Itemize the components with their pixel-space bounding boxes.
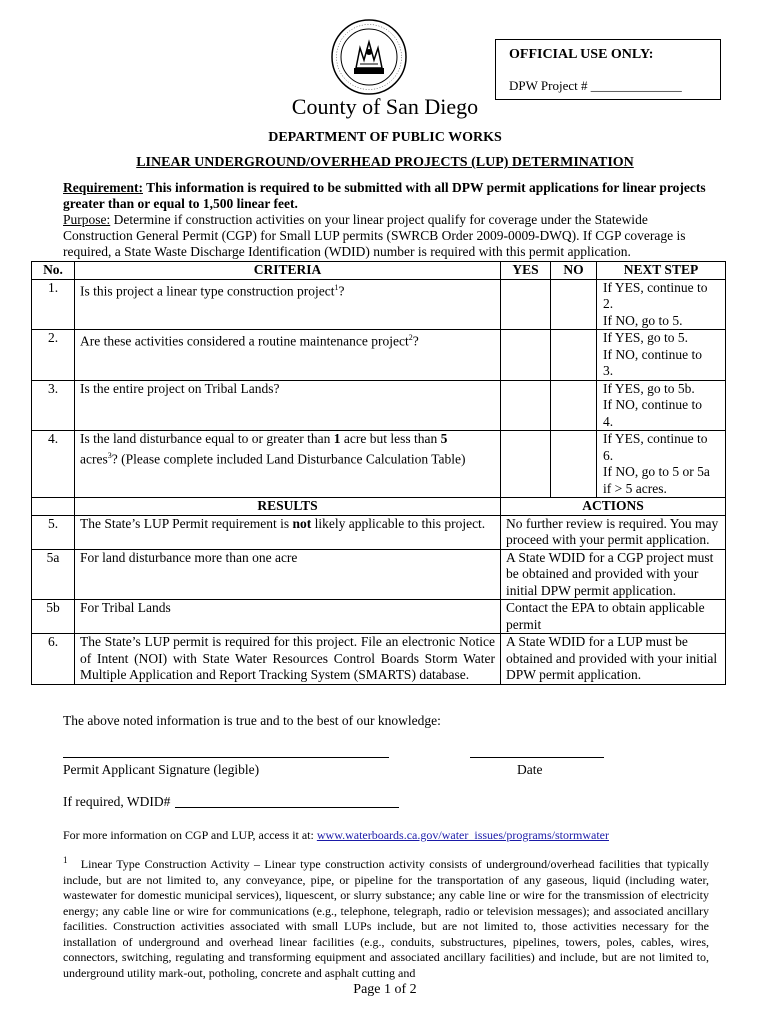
yes-answer-cell[interactable]	[501, 431, 551, 498]
no-answer-cell[interactable]	[551, 431, 597, 498]
footnote-mark: 1	[63, 855, 68, 865]
county-seal-icon	[330, 18, 408, 96]
row-number: 4.	[32, 431, 75, 498]
row-number: 6.	[32, 634, 75, 685]
row-number: 3.	[32, 380, 75, 431]
action-text: A State WDID for a LUP must be obtained and provided with your initial DPW permit application.	[501, 634, 726, 685]
purpose-paragraph	[63, 212, 713, 260]
attestation-text: The above noted information is true and to the best of our knowledge:	[63, 713, 441, 728]
no-answer-cell[interactable]	[551, 279, 597, 330]
actions-header: ACTIONS	[501, 498, 726, 516]
official-use-label: OFFICIAL USE ONLY:	[509, 47, 654, 62]
criteria-header-row	[32, 262, 726, 280]
result-text: The State’s LUP permit is required for this project. File an electronic Notice of Intent (NOI) with State Water Resources Control Boards Storm Water Multiple Application and Report Tracking System (SMARTS) database.	[75, 634, 501, 685]
yes-answer-cell[interactable]	[501, 279, 551, 330]
row-number: 5.	[32, 515, 75, 549]
dpw-project-field[interactable]: DPW Project # ______________	[509, 78, 682, 93]
criteria-row	[32, 431, 726, 498]
signature-label: Permit Applicant Signature (legible)	[63, 762, 260, 777]
no-answer-cell[interactable]	[551, 380, 597, 431]
no-answer-cell[interactable]	[551, 330, 597, 381]
next-step-cell: If YES, go to 5b. If NO, continue to 4.	[597, 380, 726, 431]
result-row	[32, 634, 726, 685]
more-info-text: For more information on CGP and LUP, access it at: www.waterboards.ca.gov/water_issues/programs/stormwater	[63, 828, 609, 842]
action-text: A State WDID for a CGP project must be obtained and provided with your initial DPW permit application.	[501, 549, 726, 600]
yes-header: YES	[501, 262, 551, 280]
criteria-row	[32, 380, 726, 431]
result-text: For land disturbance more than one acre	[75, 549, 501, 600]
requirement-paragraph	[63, 180, 713, 212]
page-number: Page 1 of 2	[353, 982, 417, 997]
row-number: 5b	[32, 600, 75, 634]
result-text: The State’s LUP Permit requirement is not likely applicable to this project.	[75, 515, 501, 549]
footnote-1	[63, 853, 709, 981]
purpose-text: Determine if construction activities on your linear project qualify for coverage under the Statewide Construction General Permit (CGP) for Small LUP permits (SWRCB Order 2009-0009-DWQ). If CGP coverage is required, a State Waste Discharge Identification (WDID) number is required with this permit application.	[63, 212, 686, 259]
criteria-question: Is this project a linear type construction project$^1$?	[75, 279, 501, 330]
action-text: No further review is required. You may proceed with your permit application.	[501, 515, 726, 549]
no-header: No.	[32, 262, 75, 280]
yes-answer-cell[interactable]	[501, 330, 551, 381]
result-row	[32, 515, 726, 549]
result-row	[32, 600, 726, 634]
criteria-question: Is the land disturbance equal to or greater than 1 acre but less than 5 acres$^3$? (Please complete included Land Disturbance Calculation Table)	[75, 431, 501, 498]
row-number: 2.	[32, 330, 75, 381]
criteria-row	[32, 330, 726, 381]
action-text: Contact the EPA to obtain applicable permit	[501, 600, 726, 634]
waterboards-link[interactable]: www.waterboards.ca.gov/water_issues/programs/stormwater	[316, 828, 609, 842]
criteria-question: Are these activities considered a routine maintenance project$^2$?	[75, 330, 501, 381]
results-header: RESULTS	[75, 498, 501, 516]
signature-line[interactable]	[63, 757, 389, 758]
no-answer-header: NO	[551, 262, 597, 280]
date-label: Date	[517, 762, 543, 777]
official-use-box	[495, 39, 721, 100]
purpose-label: Purpose:	[63, 212, 111, 227]
wdid-label: If required, WDID#	[63, 794, 171, 809]
next-step-cell: If YES, continue to 6. If NO, go to 5 or 5a if > 5 acres.	[597, 431, 726, 498]
yes-answer-cell[interactable]	[501, 380, 551, 431]
row-number: 1.	[32, 279, 75, 330]
county-name: County of San Diego	[291, 94, 479, 119]
results-header-row	[32, 498, 726, 516]
department-name: DEPARTMENT OF PUBLIC WORKS	[268, 130, 502, 145]
next-step-cell: If YES, continue to 2. If NO, go to 5.	[597, 279, 726, 330]
next-step-header: NEXT STEP	[597, 262, 726, 280]
requirement-text: This information is required to be submitted with all DPW permit applications for linear projects greater than or equal to 1,500 linear feet.	[63, 180, 706, 211]
requirement-label: Requirement:	[63, 180, 143, 195]
footnote-text: Linear Type Construction Activity – Linear type construction activity consists of underground/overhead facilities that typically include, but are not limited to, any conveyance, pipe, or pipeline for the transportation of any gaseous, liquid (including water, wastewater for domestic municipal services), liquescent, or slurry substance; any cable line or wire for the transmission of electricity energy; any cable line or wire for communications (e.g., telephone, telegraph, radio or television messages); and associated ancillary facilities. Construction activities associated with small LUPs include, but are not limited to, those activities necessary for the installation of underground and overhead linear facilities (e.g., conduits, substructures, pipelines, towers, poles, cables, wires, connectors, switching, regulating and transforming equipment and associated ancillary facilities) and include, but are not limited to, underground utility mark-out, potholing, concrete and asphalt cutting and	[63, 857, 710, 980]
criteria-header: CRITERIA	[75, 262, 501, 280]
result-text: For Tribal Lands	[75, 600, 501, 634]
date-line[interactable]	[470, 757, 604, 758]
form-title: LINEAR UNDERGROUND/OVERHEAD PROJECTS (LUP) DETERMINATION	[136, 155, 634, 170]
wdid-field-line[interactable]	[175, 807, 399, 808]
result-row	[32, 549, 726, 600]
criteria-question: Is the entire project on Tribal Lands?	[75, 380, 501, 431]
criteria-row	[32, 279, 726, 330]
row-number: 5a	[32, 549, 75, 600]
next-step-cell: If YES, go to 5. If NO, continue to 3.	[597, 330, 726, 381]
criteria-table	[31, 261, 726, 685]
